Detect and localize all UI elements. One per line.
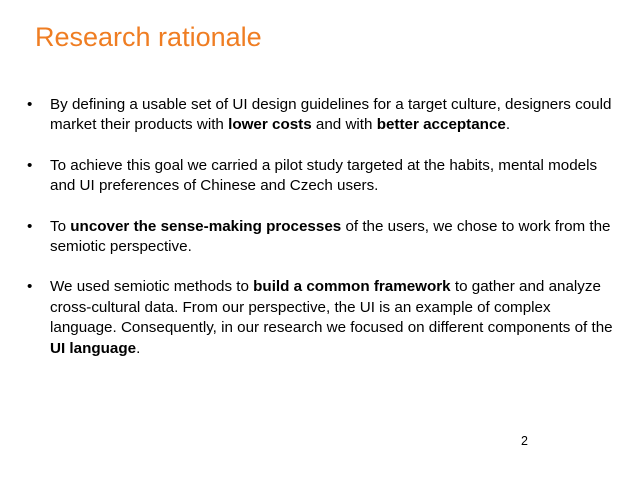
- emphasis: better acceptance: [376, 116, 506, 134]
- bullet-item: [27, 277, 617, 359]
- bullet-item: [27, 156, 617, 197]
- bullet-item: [27, 95, 617, 136]
- emphasis: UI language: [50, 339, 137, 357]
- page-number: 2: [521, 434, 528, 448]
- bullet-marker: •: [27, 217, 33, 235]
- emphasis: lower costs: [228, 116, 312, 134]
- bullet-marker: •: [27, 156, 33, 174]
- emphasis: uncover the sense-making processes: [70, 217, 342, 235]
- bullet-text: We used semiotic methods to build a common framework to gather and analyze cross-cultural data. From our perspective, the UI is an example of complex language. Consequently, in our research we focused on different components of the UI language.: [50, 278, 613, 357]
- bullet-marker: •: [27, 96, 33, 113]
- bullet-list: [27, 95, 617, 379]
- bullet-text: To achieve this goal we carried a pilot study targeted at the habits, mental models and UI preferences of Chinese and Czech users.: [50, 156, 598, 195]
- bullet-marker: •: [27, 278, 33, 296]
- bullet-text: By defining a usable set of UI design guidelines for a target culture, designers could market their products with lower costs and with better acceptance.: [50, 96, 612, 134]
- bullet-text: To uncover the sense-making processes of the users, we chose to work from the semiotic perspective.: [50, 217, 611, 256]
- emphasis: build a common framework: [253, 278, 451, 296]
- bullet-item: [27, 217, 617, 258]
- slide-title: Research rationale: [35, 22, 262, 52]
